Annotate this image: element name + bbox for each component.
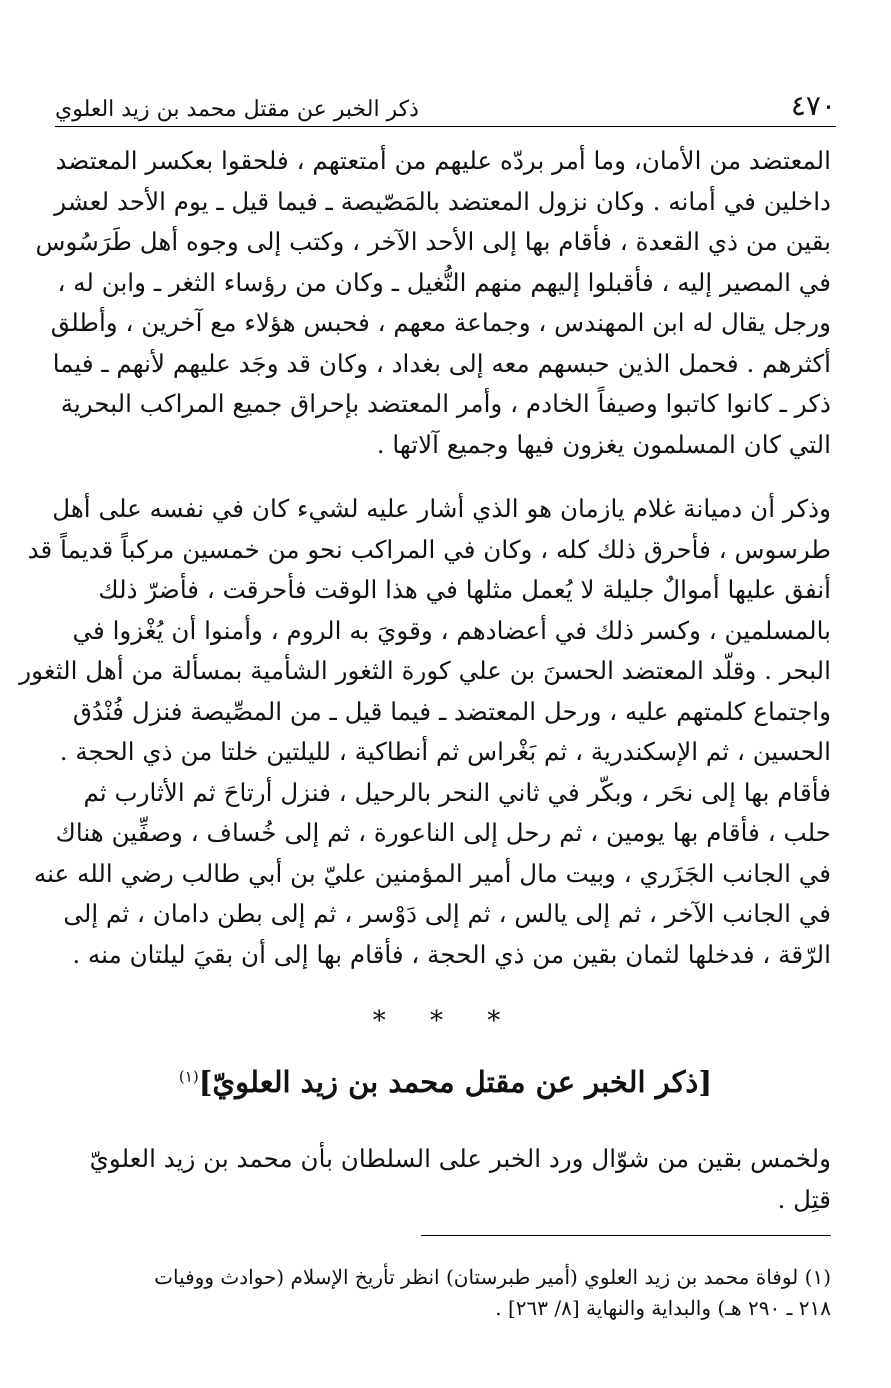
section-heading-text: [ذكر الخبر عن مقتل محمد بن زيد العلويّ] xyxy=(198,1065,713,1099)
text-line: ولخمس بقين من شوّال ورد الخبر على السلطان بأن محمد بن زيد العلويّ xyxy=(89,1144,831,1173)
text-line: الحسين ، ثم الإسكندرية ، ثم بَغْراس ثم أنطاكية ، لليلتين خلتا من ذي الحجة . xyxy=(59,737,831,766)
text-line: الرّقة ، فدخلها لثمان بقين من ذي الحجة ، فأقام بها إلى أن بقيَ ليلتان منه . xyxy=(72,939,831,969)
text-line: قتِل . xyxy=(777,1184,831,1214)
text-line: داخلين في أمانه . وكان نزول المعتضد بالمَصّيصة ـ فيما قيل ـ يوم الأحد لعشر xyxy=(54,186,831,216)
paragraph-1 xyxy=(35,141,831,465)
section-separator: * * * xyxy=(372,1006,519,1036)
text-line: ورجل يقال له ابن المهندس ، وجماعة معهم ، فحبس هؤلاء مع آخرين ، وأطلق xyxy=(50,308,831,337)
running-title: ذكر الخبر عن مقتل محمد بن زيد العلوي xyxy=(55,97,419,122)
text-line: بالمسلمين ، وكسر ذلك في أعضادهم ، وقويَ به الروم ، وأمنوا أن يُغْزوا في xyxy=(72,615,831,645)
text-line: ذكر ـ كانوا كاتبوا وصيفاً الخادم ، وأمر المعتضد بإحراق جميع المراكب البحرية xyxy=(60,389,831,418)
text-line: البحر . وقلّد المعتضد الحسنَ بن علي كورة الثغور الشأمية بمسألة من أهل الثغور xyxy=(19,656,831,685)
text-line: بقين من ذي القعدة ، فأقام بها إلى الأحد الآخر ، وكتب إلى وجوه أهل طَرَسُوس xyxy=(35,227,831,256)
text-line: أنفق عليها أموالٌ جليلة لا يُعمل مثلها في هذا الوقت فأحرقت ، فأضرّ ذلك xyxy=(98,575,831,604)
text-line: التي كان المسلمون يغزون فيها وجميع آلاتها . xyxy=(376,429,831,459)
page-number: ٤٧٠ xyxy=(790,89,836,122)
text-line: طرسوس ، فأحرق ذلك كله ، وكان في المراكب نحو من خمسين مركباً قديماً قد xyxy=(27,534,831,564)
text-line: وذكر أن دميانة غلام يازمان هو الذي أشار عليه لشيء كان في نفسه على أهل xyxy=(52,494,831,523)
running-head xyxy=(55,82,836,122)
paragraph-2 xyxy=(19,489,831,975)
footnote-marker: (١) xyxy=(178,1067,199,1086)
text-line: في المصير إليه ، فأقبلوا إليهم منهم النُّغيل ـ وكان من رؤساء الثغر ـ وابن له ، xyxy=(57,267,831,297)
footnote-rule xyxy=(421,1235,831,1236)
text-line: واجتماع كلمتهم عليه ، ورحل المعتضد ـ فيما قيل ـ من المصِّيصة فنزل فُنْدُق xyxy=(72,696,831,726)
text-line: فأقام بها إلى نحَر ، وبكّر في ثاني النحر بالرحيل ، فنزل أرتاحَ ثم الأثارب ثم xyxy=(83,777,831,807)
footnote-line: (١) لوفاة محمد بن زيد العلوي (أمير طبرستان) انظر تأريخ الإسلام (حوادث ووفيات xyxy=(154,1265,831,1289)
footnote-line: ٢١٨ ـ ٢٩٠ هـ) والبداية والنهاية [٨/ ٢٦٣] . xyxy=(495,1296,831,1320)
text-line: المعتضد من الأمان، وما أمر بردّه عليهم من أمتعتهم ، فلحقوا بعكسر المعتضد xyxy=(55,146,831,175)
text-line: في الجانب الآخر ، ثم إلى يالس ، ثم إلى دَوْسر ، ثم إلى بطن دامان ، ثم إلى xyxy=(63,899,831,928)
text-line: في الجانب الجَزَري ، وبيت مال أمير المؤمنين عليّ بن أبي طالب رضي الله عنه xyxy=(33,858,831,888)
footnote xyxy=(60,1262,831,1324)
text-line: أكثرهم . فحمل الذين حبسهم معه إلى بغداد ، وكان قد وجَد عليهم لأنهم ـ فيما xyxy=(52,348,831,378)
paragraph-3 xyxy=(60,1139,831,1220)
header-rule xyxy=(55,126,836,127)
section-heading xyxy=(0,1065,891,1099)
text-line: حلب ، فأقام بها يومين ، ثم رحل إلى الناعورة ، ثم إلى خُساف ، وصفِّين هناك xyxy=(55,818,831,847)
